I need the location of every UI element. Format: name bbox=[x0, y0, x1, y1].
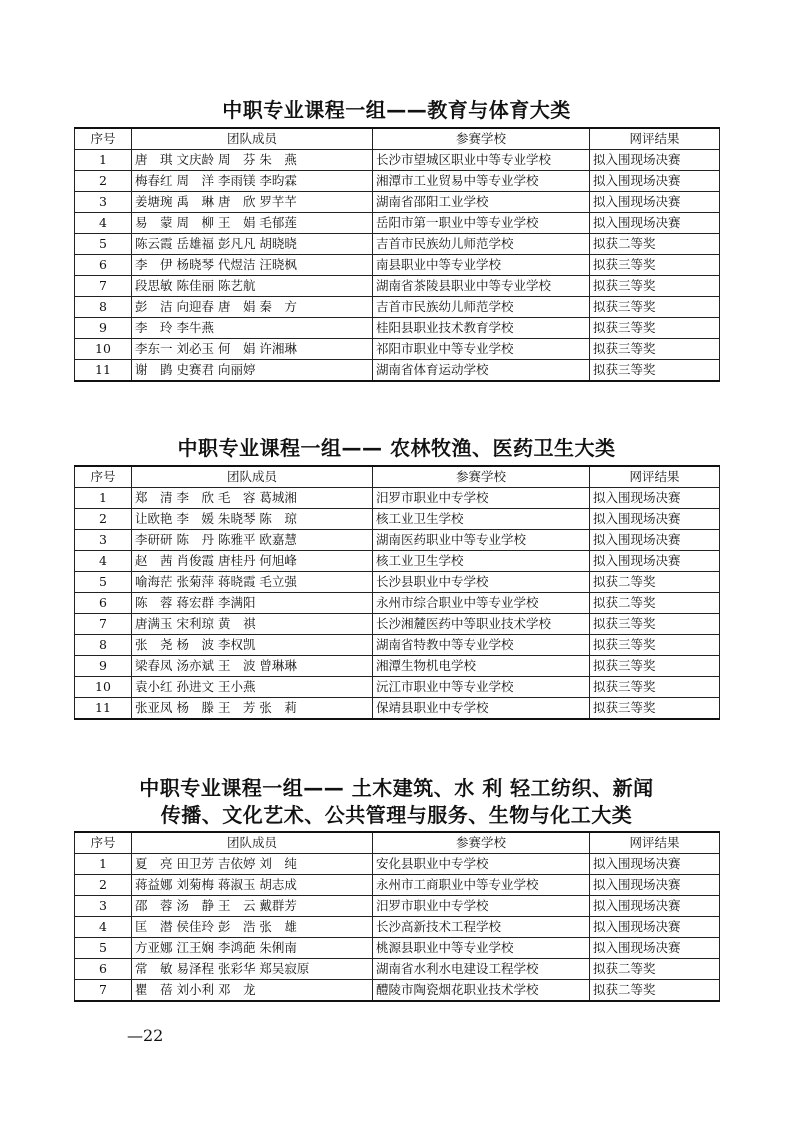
team-members: 瞿 蓓 刘小利 邓 龙 bbox=[132, 980, 373, 1002]
table-row bbox=[75, 339, 720, 360]
school-name: 湖南省水利水电建设工程学校 bbox=[373, 959, 590, 980]
header-school: 参赛学校 bbox=[373, 128, 590, 150]
school-name: 汨罗市职业中专学校 bbox=[373, 488, 590, 509]
team-members: 蒋益娜 刘菊梅 蒋淑玉 胡志成 bbox=[132, 875, 373, 896]
team-members: 常 敏 易泽程 张彩华 郑吴寂原 bbox=[132, 959, 373, 980]
team-members: 邵 蓉 汤 静 王 云 戴群芳 bbox=[132, 896, 373, 917]
header-members: 团队成员 bbox=[132, 466, 373, 488]
table-row bbox=[75, 509, 720, 530]
team-members: 唐 琪 文庆龄 周 芬 朱 燕 bbox=[132, 150, 373, 171]
table-row bbox=[75, 959, 720, 980]
header-index: 序号 bbox=[75, 128, 132, 150]
school-name: 安化县职业中专学校 bbox=[373, 854, 590, 875]
team-members: 彭 洁 向迎春 唐 娟 秦 方 bbox=[132, 297, 373, 318]
team-members: 谢 鹍 史赛君 向丽婷 bbox=[132, 360, 373, 382]
section-title-line: 中职专业课程一组—— 土木建筑、水 利 轻工纺织、新闻 bbox=[139, 776, 654, 800]
review-result: 拟获二等奖 bbox=[590, 234, 720, 255]
row-index: 6 bbox=[75, 593, 132, 614]
school-name: 长沙市望城区职业中等专业学校 bbox=[373, 150, 590, 171]
header-school: 参赛学校 bbox=[373, 832, 590, 854]
section-title bbox=[74, 97, 719, 124]
team-members: 张亚凤 杨 滕 王 芳 张 莉 bbox=[132, 698, 373, 720]
section-construction-arts-etc bbox=[74, 775, 719, 1002]
section-education-sports bbox=[74, 97, 719, 382]
table-row bbox=[75, 614, 720, 635]
school-name: 湖南医药职业中等专业学校 bbox=[373, 530, 590, 551]
row-index: 4 bbox=[75, 917, 132, 938]
school-name: 永州市综合职业中等专业学校 bbox=[373, 593, 590, 614]
header-index: 序号 bbox=[75, 832, 132, 854]
school-name: 醴陵市陶瓷烟花职业技术学校 bbox=[373, 980, 590, 1002]
section-title bbox=[74, 435, 719, 462]
team-members: 陈 蓉 蒋宏群 李满阳 bbox=[132, 593, 373, 614]
section-title bbox=[74, 775, 719, 829]
row-index: 3 bbox=[75, 530, 132, 551]
table-row bbox=[75, 213, 720, 234]
school-name: 桃源县职业中等专业学校 bbox=[373, 938, 590, 959]
row-index: 10 bbox=[75, 677, 132, 698]
row-index: 5 bbox=[75, 938, 132, 959]
team-members: 喻海茫 张菊萍 蒋晓霞 毛立强 bbox=[132, 572, 373, 593]
team-members: 李 伊 杨晓琴 代煜洁 汪晓枫 bbox=[132, 255, 373, 276]
table-row bbox=[75, 530, 720, 551]
table-row bbox=[75, 917, 720, 938]
row-index: 11 bbox=[75, 698, 132, 720]
school-name: 汨罗市职业中专学校 bbox=[373, 896, 590, 917]
school-name: 长沙县职业中专学校 bbox=[373, 572, 590, 593]
review-result: 拟入围现场决赛 bbox=[590, 854, 720, 875]
review-result: 拟入围现场决赛 bbox=[590, 530, 720, 551]
review-result: 拟获三等奖 bbox=[590, 318, 720, 339]
team-members: 姜塘琬 禹 琳 唐 欣 罗芊芊 bbox=[132, 192, 373, 213]
team-members: 赵 茜 肖俊霞 唐桂丹 何旭峰 bbox=[132, 551, 373, 572]
review-result: 拟获三等奖 bbox=[590, 297, 720, 318]
team-members: 匡 潜 侯佳玲 彭 浩 张 雄 bbox=[132, 917, 373, 938]
table-row bbox=[75, 635, 720, 656]
row-index: 1 bbox=[75, 854, 132, 875]
team-members: 段思敏 陈佳丽 陈艺航 bbox=[132, 276, 373, 297]
row-index: 6 bbox=[75, 959, 132, 980]
section-agriculture-medicine bbox=[74, 435, 719, 720]
header-index: 序号 bbox=[75, 466, 132, 488]
row-index: 4 bbox=[75, 213, 132, 234]
table-row bbox=[75, 854, 720, 875]
review-result: 拟获二等奖 bbox=[590, 980, 720, 1002]
section-title-line: 中职专业课程一组—— 农林牧渔、医药卫生大类 bbox=[177, 436, 616, 460]
review-result: 拟入围现场决赛 bbox=[590, 551, 720, 572]
team-members: 让欧艳 李 媛 朱晓琴 陈 琼 bbox=[132, 509, 373, 530]
team-members: 夏 亮 田卫芳 吉依婷 刘 纯 bbox=[132, 854, 373, 875]
review-result: 拟获二等奖 bbox=[590, 572, 720, 593]
school-name: 吉首市民族幼儿师范学校 bbox=[373, 234, 590, 255]
team-members: 李研研 陈 丹 陈雅平 欧嘉慧 bbox=[132, 530, 373, 551]
review-result: 拟入围现场决赛 bbox=[590, 192, 720, 213]
table-row bbox=[75, 318, 720, 339]
review-result: 拟获三等奖 bbox=[590, 635, 720, 656]
review-result: 拟获三等奖 bbox=[590, 698, 720, 720]
school-name: 祁阳市职业中等专业学校 bbox=[373, 339, 590, 360]
review-result: 拟入围现场决赛 bbox=[590, 938, 720, 959]
section-title-line: 中职专业课程一组——教育与体育大类 bbox=[222, 98, 571, 122]
section-title-line: 传播、文化艺术、公共管理与服务、生物与化工大类 bbox=[160, 803, 633, 827]
team-members: 梁春凤 汤亦斌 王 波 曾琳琳 bbox=[132, 656, 373, 677]
row-index: 8 bbox=[75, 635, 132, 656]
row-index: 3 bbox=[75, 192, 132, 213]
school-name: 永州市工商职业中等专业学校 bbox=[373, 875, 590, 896]
school-name: 湘潭生物机电学校 bbox=[373, 656, 590, 677]
table-header-row bbox=[75, 832, 720, 854]
table-row bbox=[75, 276, 720, 297]
review-result: 拟入围现场决赛 bbox=[590, 875, 720, 896]
results-table bbox=[74, 127, 720, 382]
table-row bbox=[75, 192, 720, 213]
team-members: 陈云霞 岳雄福 彭凡凡 胡晓晓 bbox=[132, 234, 373, 255]
team-members: 方亚娜 江王娴 李鸿葩 朱俐南 bbox=[132, 938, 373, 959]
row-index: 2 bbox=[75, 171, 132, 192]
school-name: 湖南省邵阳工业学校 bbox=[373, 192, 590, 213]
results-table bbox=[74, 465, 720, 720]
school-name: 沅江市职业中等专业学校 bbox=[373, 677, 590, 698]
table-row bbox=[75, 488, 720, 509]
team-members: 唐满玉 宋利琼 黄 祺 bbox=[132, 614, 373, 635]
row-index: 9 bbox=[75, 318, 132, 339]
school-name: 湖南省茶陵县职业中等专业学校 bbox=[373, 276, 590, 297]
row-index: 7 bbox=[75, 614, 132, 635]
row-index: 5 bbox=[75, 234, 132, 255]
table-row bbox=[75, 551, 720, 572]
school-name: 湖南省体育运动学校 bbox=[373, 360, 590, 382]
review-result: 拟获三等奖 bbox=[590, 276, 720, 297]
row-index: 2 bbox=[75, 875, 132, 896]
table-row bbox=[75, 171, 720, 192]
row-index: 11 bbox=[75, 360, 132, 382]
team-members: 易 蒙 周 柳 王 娟 毛郁莲 bbox=[132, 213, 373, 234]
review-result: 拟入围现场决赛 bbox=[590, 917, 720, 938]
header-members: 团队成员 bbox=[132, 832, 373, 854]
row-index: 1 bbox=[75, 150, 132, 171]
team-members: 郑 清 李 欣 毛 容 葛城湘 bbox=[132, 488, 373, 509]
row-index: 10 bbox=[75, 339, 132, 360]
review-result: 拟获三等奖 bbox=[590, 255, 720, 276]
school-name: 岳阳市第一职业中等专业学校 bbox=[373, 213, 590, 234]
school-name: 核工业卫生学校 bbox=[373, 551, 590, 572]
row-index: 3 bbox=[75, 896, 132, 917]
table-row bbox=[75, 297, 720, 318]
school-name: 吉首市民族幼儿师范学校 bbox=[373, 297, 590, 318]
review-result: 拟入围现场决赛 bbox=[590, 488, 720, 509]
table-row bbox=[75, 593, 720, 614]
table-row bbox=[75, 980, 720, 1002]
school-name: 长沙高新技术工程学校 bbox=[373, 917, 590, 938]
table-row bbox=[75, 698, 720, 720]
row-index: 7 bbox=[75, 276, 132, 297]
table-row bbox=[75, 150, 720, 171]
team-members: 梅春红 周 洋 李雨镁 李昀霖 bbox=[132, 171, 373, 192]
header-result: 网评结果 bbox=[590, 128, 720, 150]
row-index: 7 bbox=[75, 980, 132, 1002]
school-name: 南县职业中等专业学校 bbox=[373, 255, 590, 276]
school-name: 核工业卫生学校 bbox=[373, 509, 590, 530]
table-row bbox=[75, 896, 720, 917]
row-index: 4 bbox=[75, 551, 132, 572]
review-result: 拟入围现场决赛 bbox=[590, 150, 720, 171]
review-result: 拟获三等奖 bbox=[590, 656, 720, 677]
table-row bbox=[75, 360, 720, 382]
row-index: 5 bbox=[75, 572, 132, 593]
row-index: 8 bbox=[75, 297, 132, 318]
header-school: 参赛学校 bbox=[373, 466, 590, 488]
team-members: 李东一 刘必玉 何 娟 许湘琳 bbox=[132, 339, 373, 360]
table-row bbox=[75, 255, 720, 276]
row-index: 2 bbox=[75, 509, 132, 530]
review-result: 拟入围现场决赛 bbox=[590, 509, 720, 530]
school-name: 保靖县职业中专学校 bbox=[373, 698, 590, 720]
row-index: 6 bbox=[75, 255, 132, 276]
review-result: 拟获二等奖 bbox=[590, 593, 720, 614]
review-result: 拟获三等奖 bbox=[590, 677, 720, 698]
results-table bbox=[74, 831, 720, 1002]
table-row bbox=[75, 677, 720, 698]
team-members: 李 玲 李牛燕 bbox=[132, 318, 373, 339]
table-row bbox=[75, 656, 720, 677]
table-header-row bbox=[75, 128, 720, 150]
table-row bbox=[75, 572, 720, 593]
table-header-row bbox=[75, 466, 720, 488]
review-result: 拟获二等奖 bbox=[590, 959, 720, 980]
review-result: 拟获三等奖 bbox=[590, 614, 720, 635]
review-result: 拟入围现场决赛 bbox=[590, 896, 720, 917]
header-members: 团队成员 bbox=[132, 128, 373, 150]
table-row bbox=[75, 234, 720, 255]
header-result: 网评结果 bbox=[590, 466, 720, 488]
row-index: 9 bbox=[75, 656, 132, 677]
page-number: —22 bbox=[127, 1026, 164, 1045]
table-row bbox=[75, 938, 720, 959]
row-index: 1 bbox=[75, 488, 132, 509]
school-name: 桂阳县职业技术教育学校 bbox=[373, 318, 590, 339]
school-name: 湖南省特教中等专业学校 bbox=[373, 635, 590, 656]
review-result: 拟入围现场决赛 bbox=[590, 213, 720, 234]
review-result: 拟入围现场决赛 bbox=[590, 171, 720, 192]
team-members: 张 尧 杨 波 李权凯 bbox=[132, 635, 373, 656]
review-result: 拟获三等奖 bbox=[590, 339, 720, 360]
review-result: 拟获三等奖 bbox=[590, 360, 720, 382]
header-result: 网评结果 bbox=[590, 832, 720, 854]
school-name: 湘潭市工业贸易中等专业学校 bbox=[373, 171, 590, 192]
team-members: 袁小红 孙进文 王小燕 bbox=[132, 677, 373, 698]
table-row bbox=[75, 875, 720, 896]
school-name: 长沙湘麓医药中等职业技术学校 bbox=[373, 614, 590, 635]
